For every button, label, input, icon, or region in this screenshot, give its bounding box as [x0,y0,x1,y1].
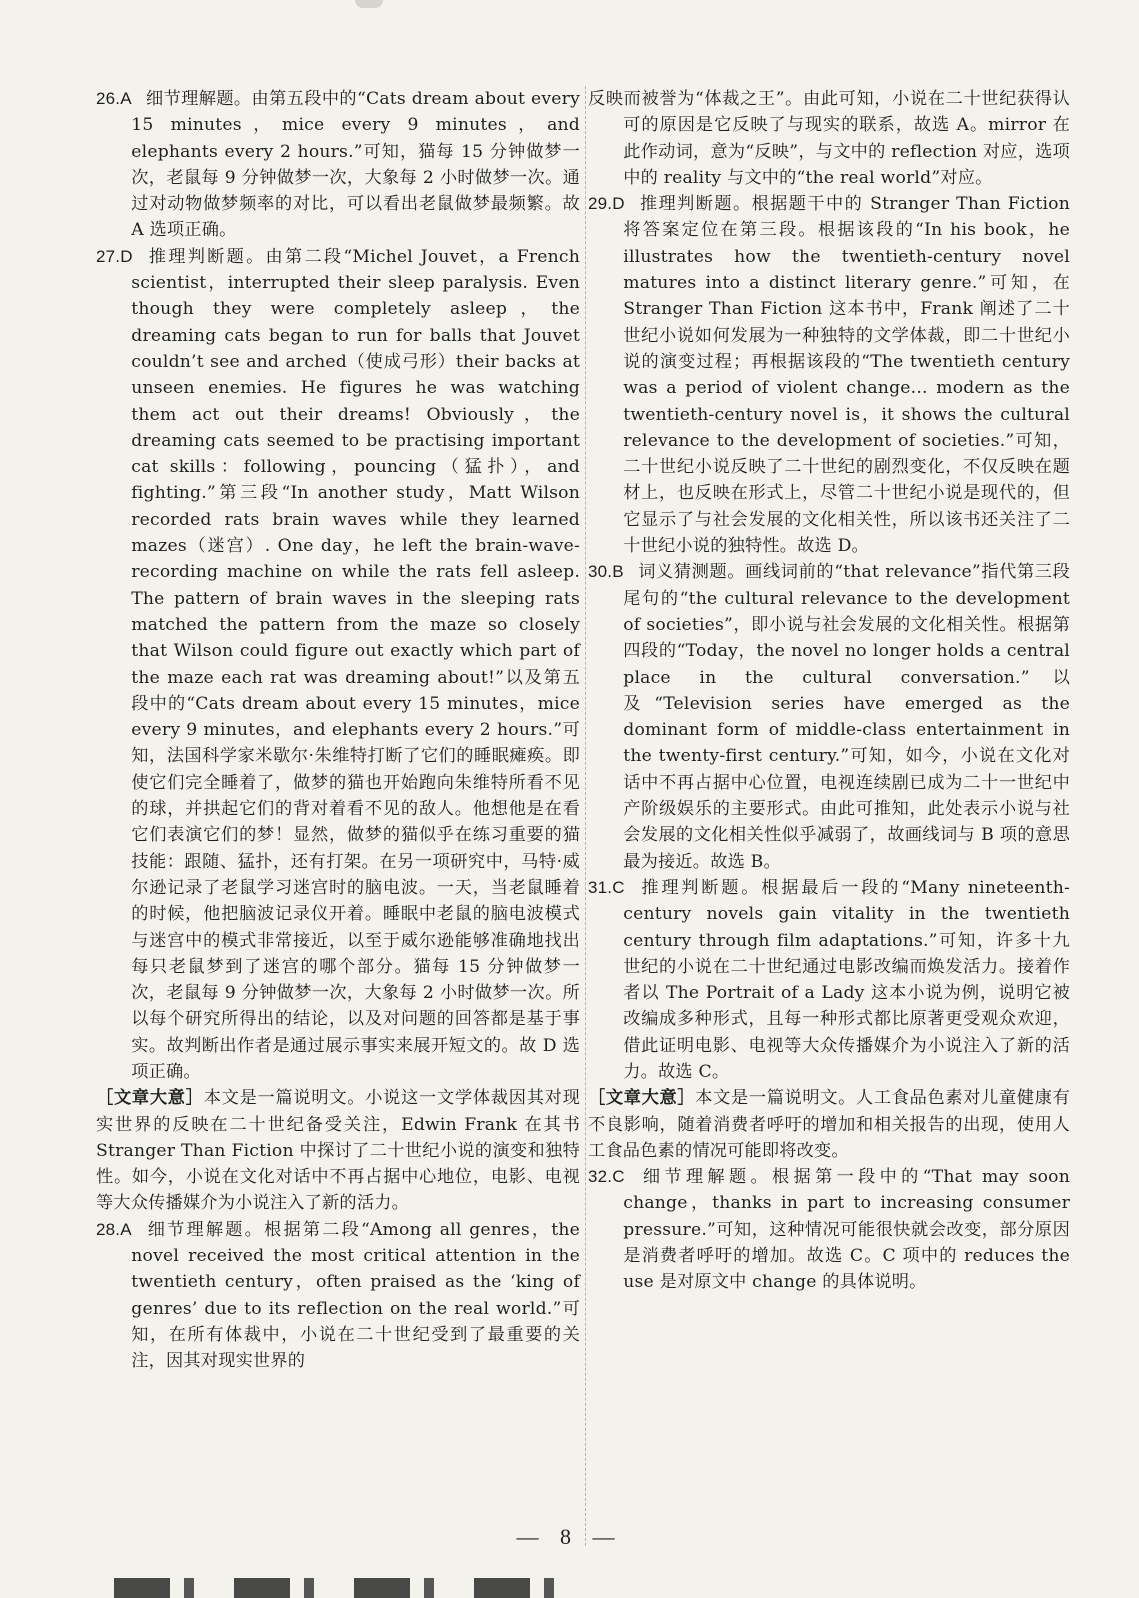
answer-number: 27.D [96,246,133,266]
summary-tag: ［文章大意］ [588,1088,696,1109]
answer-30 [588,559,1070,875]
answer-explanation: 根据第一段中的“That may soon change，thanks in part to increasing consumer pressure.”可知，这种情况可能很快就会改变，部分原因是消费者呼吁的增加。故选 C。C 项中的 reduces the use 是对原文中 change 的具体说明。 [623,1167,1071,1293]
answer-number: 28.A [96,1219,132,1239]
answer-explanation: 反映而被誉为“体裁之王”。由此可知，小说在二十世纪获得认可的原因是它反映了与现实的联系，故选 A。mirror 在此作动词，意为“反映”，与文中的 reflection 对应，选项中的 reality 与文中的“the real world”对应。 [588,89,1070,188]
question-type: 细节理解题。 [638,1167,773,1188]
answer-number: 31.C [588,877,625,897]
question-type: 推理判断题。 [638,194,752,215]
scan-mark [355,0,383,8]
question-type: 推理判断题。 [638,877,762,898]
question-type: 推理判断题。 [146,246,266,267]
question-type: 细节理解题。 [145,89,252,109]
right-column [588,86,1070,1296]
left-column [96,86,580,1375]
answer-explanation: 画线词前的“that relevance”指代第三段尾句的“the cultural relevance to the development of societies”，即小说与社会发展的文化相关性。根据第四段的“Today，the novel no longer holds a central place in the cultural conversation.”以及“Television series have emerged as the dominant form of middle-class entertainment in the twenty-first century.”可知，如今，小说在文化对话中不再占据中心位置，电视连续剧已成为二十一世纪中产阶级娱乐的主要形式。由此可推知，此处表示小说与社会发展的文化相关性似乎减弱了，故画线词与 B 项的意思最为接近。故选 B。 [623,562,1071,872]
answer-26 [96,86,580,244]
answer-28 [96,1217,580,1375]
answer-explanation: 根据第二段“Among all genres，the novel received the most critical attention in the twentieth century，often praised as the ‘king of genres’ due to its reflection on the real world.”可知，在所有体裁中，小说在二十世纪受到了最重要的关注，因其对现实世界的 [131,1219,581,1372]
answer-29 [588,191,1070,559]
answer-explanation: 根据题干中的 Stranger Than Fiction 将答案定位在第三段。根据该段的“In his book，he illustrates how the twentieth-century novel matures into a distinct literary genre.”可知，在 Stranger Than Fiction 这本书中，Frank 阐述了二十世纪小说如何发展为一种独特的文学体裁，即二十世纪小说的演变过程；再根据该段的“The twentieth century was a period of violent change... modern as the twentieth-century novel is，it shows the cultural relevance to the development of societies.”可知，二十世纪小说反映了二十世纪的剧烈变化，不仅反映在题材上，也反映在形式上，尽管二十世纪小说是现代的，但它显示了与社会发展的文化相关性，所以该书还关注了二十世纪小说的独特性。故选 D。 [623,194,1070,557]
page-number: — 8 — [516,1524,623,1549]
answer-number: 26.A [96,89,132,108]
scan-edge-artifact [114,1578,584,1598]
answer-explanation: 由第二段“Michel Jouvet，a French scientist，interrupted their sleep paralysis. Even though they were completely asleep，the dreaming cats began to run for balls that Jouvet couldn’t see and arched（使成弓形）their backs at unseen enemies. He figures he was watching them act out their dreams! Obviously，the dreaming cats seemed to be practising important cat skills：following，pouncing（猛扑），and fighting.”第三段“In another study，Matt Wilson recorded rats brain waves while they learned mazes（迷宫）. One day，he left the brain-wave-recording machine on while the rats fell asleep. The pattern of brain waves in the sleeping rats matched the pattern from the maze so closely that Wilson could figure out exactly which part of the maze each rat was dreaming about!”以及第五段中的“Cats dream about every 15 minutes，mice every 9 minutes，and elephants every 2 hours.”可知，法国科学家米歇尔·朱维特打断了它们的睡眠瘫痪。即使它们完全睡着了，做梦的猫也开始跑向朱维特所看不见的球，并拱起它们的背对着看不见的敌人。他想他是在看它们表演它们的梦！显然，做梦的猫似乎在练习重要的猫技能：跟随、猛扑，还有打架。在另一项研究中，马特·威尔逊记录了老鼠学习迷宫时的脑电波。一天，当老鼠睡着的时候，他把脑波记录仪开着。睡眠中老鼠的脑电波模式与迷宫中的模式非常接近，以至于威尔逊能够准确地找出每只老鼠梦到了迷宫的哪个部分。猫每 15 分钟做梦一次，老鼠每 9 分钟做梦一次，大象每 2 小时做梦一次。所以每个研究所得出的结论，以及对问题的回答都是基于事实。故判断出作者是通过展示事实来展开短文的。故 D 选项正确。 [131,246,581,1082]
summary-tag: ［文章大意］ [96,1088,204,1109]
summary-text: 本文是一篇说明文。小说这一文学体裁因其对现实世界的反映在二十世纪备受关注，Edwin Frank 在其书 Stranger Than Fiction 中探讨了二十世纪小说的演变和独特性。如今，小说在文化对话中不再占据中心地位，电影、电视等大众传播媒介为小说注入了新的活力。 [96,1088,581,1214]
answer-32 [588,1164,1070,1295]
answer-28-continued [588,86,1070,191]
question-type: 词义猜测题。 [637,562,746,583]
answer-31 [588,875,1070,1085]
question-type: 细节理解题。 [145,1219,265,1240]
answer-number: 29.D [588,194,625,214]
answer-number: 30.B [588,562,624,582]
passage-summary [96,1085,580,1216]
answer-explanation: 根据最后一段的“Many nineteenth-century novels gain vitality in the twentieth century through film adaptations.”可知，许多十九世纪的小说在二十世纪通过电影改编而焕发活力。接着作者以 The Portrait of a Lady 这本小说为例，说明它被改编成多种形式，且每一种形式都比原著更受观众欢迎，借此证明电影、电视等大众传播媒介为小说注入了新的活力。故选 C。 [623,877,1071,1082]
answer-number: 32.C [588,1167,625,1187]
answer-27 [96,244,580,1086]
answer-explanation: 由第五段中的“Cats dream about every 15 minutes，mice every 9 minutes，and elephants every 2 hours.”可知，猫每 15 分钟做梦一次，老鼠每 9 分钟做梦一次，大象每 2 小时做梦一次。通过对动物做梦频率的对比，可以看出老鼠做梦最频繁。故 A 选项正确。 [131,89,580,241]
passage-summary [588,1085,1070,1164]
summary-text: 本文是一篇说明文。人工食品色素对儿童健康有不良影响，随着消费者呼吁的增加和相关报告的出现，使用人工食品色素的情况可能即将改变。 [588,1088,1070,1161]
